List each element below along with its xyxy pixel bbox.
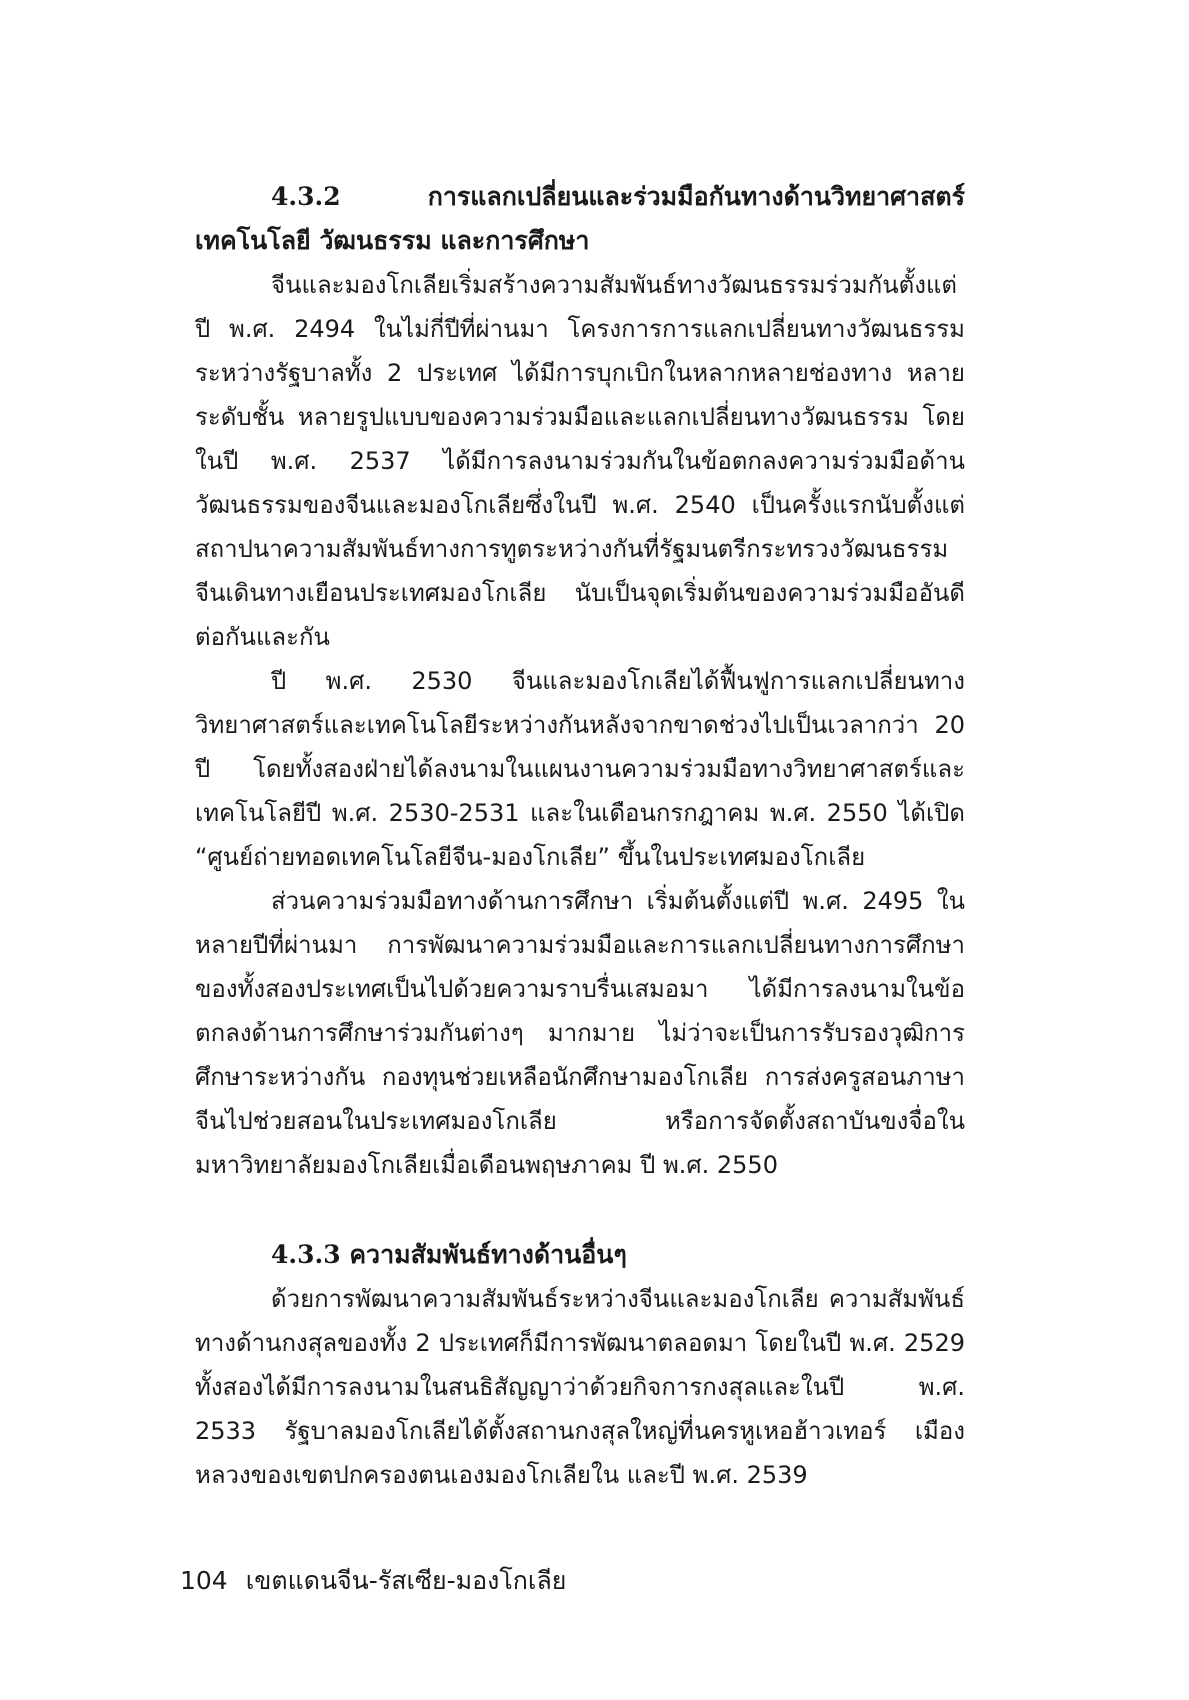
section-heading-4-3-3	[195, 1233, 965, 1277]
section-title: ความสัมพันธ์ทางด้านอื่นๆ	[349, 1240, 627, 1269]
page-number: 104	[180, 1566, 228, 1595]
section-number: 4.3.3	[271, 1240, 341, 1269]
section-title: การแลกเปลี่ยนและร่วมมือกันทางด้านวิทยาศาสตร์ เทคโนโลยี วัฒนธรรม และการศึกษา	[195, 182, 965, 255]
page-body	[195, 175, 965, 1497]
page-footer	[180, 1565, 566, 1597]
section-heading-4-3-2	[195, 175, 965, 263]
running-title: เขตแดนจีน-รัสเซีย-มองโกเลีย	[245, 1566, 567, 1595]
paragraph-culture: จีนและมองโกเลียเริ่มสร้างความสัมพันธ์ทางวัฒนธรรมร่วมกันตั้งแต่ปี พ.ศ. 2494 ในไม่กี่ปีที่ผ่านมา โครงการการแลกเปลี่ยนทางวัฒนธรรมระหว่างรัฐบาลทั้ง 2 ประเทศ ได้มีการบุกเบิกในหลากหลายช่องทาง หลายระดับชั้น หลายรูปแบบของความร่วมมือและแลกเปลี่ยนทางวัฒนธรรม โดยในปี พ.ศ. 2537 ได้มีการลงนามร่วมกันในข้อตกลงความร่วมมือด้านวัฒนธรรมของจีนและมองโกเลียซึ่งในปี พ.ศ. 2540 เป็นครั้งแรกนับตั้งแต่สถาปนาความสัมพันธ์ทางการทูตระหว่างกันที่รัฐมนตรีกระทรวงวัฒนธรรมจีนเดินทางเยือนประเทศมองโกเลีย นับเป็นจุดเริ่มต้นของความร่วมมืออันดีต่อกันและกัน	[195, 271, 965, 651]
section-number: 4.3.2	[271, 182, 341, 211]
paragraph-education: ส่วนความร่วมมือทางด้านการศึกษา เริ่มต้นตั้งแต่ปี พ.ศ. 2495 ในหลายปีที่ผ่านมา การพัฒนาความร่วมมือและการแลกเปลี่ยนทางการศึกษาของทั้งสองประเทศเป็นไปด้วยความราบรื่นเสมอมา ได้มีการลงนามในข้อตกลงด้านการศึกษาร่วมกันต่างๆ มากมาย ไม่ว่าจะเป็นการรับรองวุฒิการศึกษาระหว่างกัน กองทุนช่วยเหลือนักศึกษามองโกเลีย การส่งครูสอนภาษาจีนไปช่วยสอนในประเทศมองโกเลีย หรือการจัดตั้งสถาบันขงจื่อในมหาวิทยาลัยมองโกเลียเมื่อเดือนพฤษภาคม ปี พ.ศ. 2550	[195, 887, 965, 1179]
paragraph-science-technology: ปี พ.ศ. 2530 จีนและมองโกเลียได้ฟื้นฟูการแลกเปลี่ยนทางวิทยาศาสตร์และเทคโนโลยีระหว่างกันหลังจากขาดช่วงไปเป็นเวลากว่า 20 ปี โดยทั้งสองฝ่ายได้ลงนามในแผนงานความร่วมมือทางวิทยาศาสตร์และเทคโนโลยีปี พ.ศ. 2530-2531 และในเดือนกรกฎาคม พ.ศ. 2550 ได้เปิด “ศูนย์ถ่ายทอดเทคโนโลยีจีน-มองโกเลีย” ขึ้นในประเทศมองโกเลีย	[195, 667, 965, 871]
paragraph-consular-relations: ด้วยการพัฒนาความสัมพันธ์ระหว่างจีนและมองโกเลีย ความสัมพันธ์ทางด้านกงสุลของทั้ง 2 ประเทศก็มีการพัฒนาตลอดมา โดยในปี พ.ศ. 2529 ทั้งสองได้มีการลงนามในสนธิสัญญาว่าด้วยกิจการกงสุลและในปี พ.ศ. 2533 รัฐบาลมองโกเลียได้ตั้งสถานกงสุลใหญ่ที่นครหูเหอฮ้าวเทอร์ เมืองหลวงของเขตปกครองตนเองมองโกเลียใน และปี พ.ศ. 2539	[195, 1285, 965, 1489]
